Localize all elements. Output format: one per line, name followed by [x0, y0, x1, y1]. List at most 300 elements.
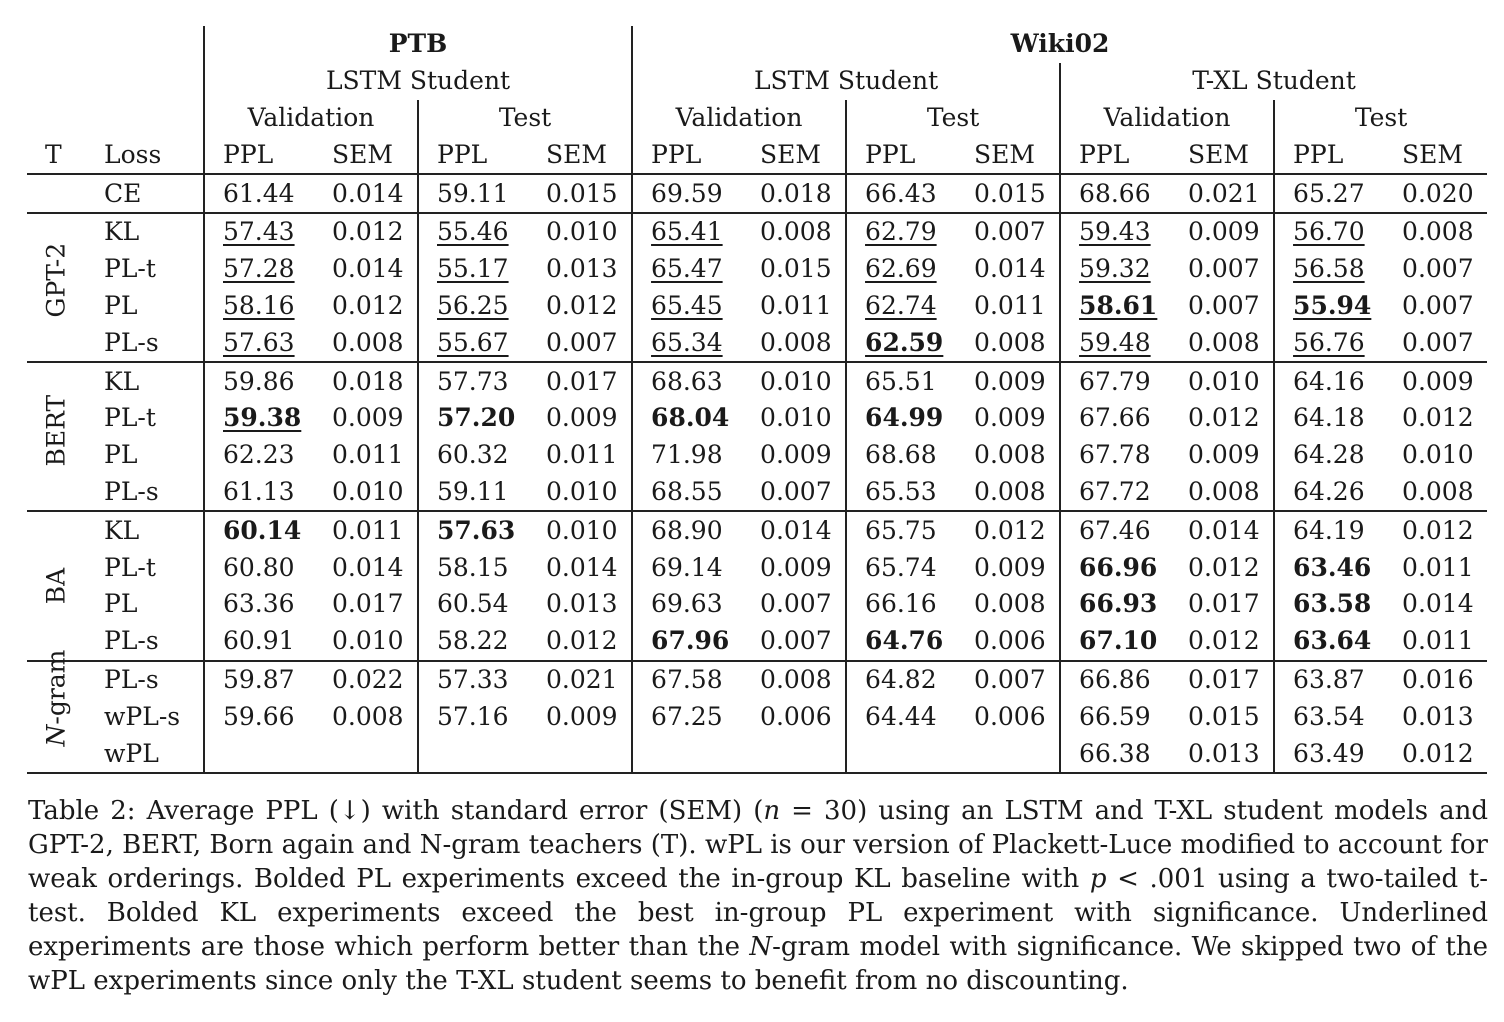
header-wiki-lstm-student: LSTM Student — [632, 63, 1060, 100]
teacher-group-label — [39, 649, 75, 747]
ppl-cell — [418, 549, 528, 586]
sem-cell — [956, 324, 1060, 362]
ppl-cell — [418, 362, 528, 400]
cell-value: 55.46 — [437, 217, 509, 247]
caption-text-2: = 30) using an LSTM and T-XL student models and GPT-2, BERT, Born again and N-gram teachers (T). wPL is our version of Plackett-Luce modified to account for weak orderings. Bolded PL experiments exceed the in-group KL baseline with — [28, 796, 1489, 894]
cell-value: 0.008 — [1402, 476, 1474, 506]
cell-value: 63.58 — [1293, 589, 1372, 619]
sem-cell — [1384, 549, 1487, 586]
ppl-cell — [204, 474, 314, 512]
sem-cell — [1384, 623, 1487, 661]
sem-cell — [1170, 586, 1274, 623]
sem-cell — [956, 174, 1060, 213]
table-row — [27, 362, 1487, 400]
sem-cell — [1170, 213, 1274, 251]
caption-text-3: < .001 using a two-tailed t-test. Bolded KL experiments exceed the best in-group PL experiment with significance. Underlined experiments are those which perform better than the — [28, 864, 1489, 962]
cell-value: 64.28 — [1293, 440, 1365, 470]
ppl-cell — [1060, 362, 1170, 400]
cell-value: 0.006 — [760, 701, 832, 731]
cell-value: 66.96 — [1079, 552, 1158, 582]
loss-cell: PL — [104, 589, 138, 619]
ppl-cell — [846, 174, 956, 213]
cell-value: 0.006 — [974, 701, 1046, 731]
ppl-cell — [204, 549, 314, 586]
caption-n-variable: n — [763, 796, 781, 826]
table-body — [27, 174, 1487, 773]
ppl-cell — [632, 511, 742, 549]
ppl-cell — [204, 324, 314, 362]
cell-value: 58.61 — [1079, 290, 1158, 320]
cell-value: 0.007 — [760, 589, 832, 619]
ppl-cell — [846, 549, 956, 586]
sem-cell — [314, 437, 418, 474]
sem-cell — [314, 661, 418, 699]
sem-cell — [1384, 698, 1487, 735]
cell-value: 55.67 — [437, 327, 509, 357]
sem-cell — [528, 362, 632, 400]
sem-cell — [956, 549, 1060, 586]
cell-value: 0.009 — [1402, 366, 1474, 396]
cell-value: 68.55 — [651, 476, 723, 506]
cell-value: 64.16 — [1293, 366, 1365, 396]
cell-value: 0.018 — [332, 366, 404, 396]
ppl-cell — [1274, 623, 1384, 661]
cell-value: 65.53 — [865, 476, 937, 506]
cell-value: 67.46 — [1079, 515, 1151, 545]
header-validation: Validation — [1060, 100, 1274, 137]
cell-value: 59.38 — [223, 403, 302, 433]
cell-value: 0.010 — [546, 515, 618, 545]
sem-cell — [742, 324, 846, 362]
cell-value: 66.93 — [1079, 589, 1158, 619]
sem-cell — [742, 549, 846, 586]
sem-cell — [1170, 362, 1274, 400]
table-caption — [28, 794, 1488, 998]
ppl-cell — [632, 474, 742, 512]
cell-value: 69.59 — [651, 178, 723, 208]
loss-cell: PL-s — [104, 476, 159, 506]
table-row — [27, 511, 1487, 549]
cell-value: 0.021 — [546, 664, 618, 694]
sem-cell — [742, 661, 846, 699]
sem-cell — [314, 324, 418, 362]
table-row — [27, 698, 1487, 735]
cell-value: 0.014 — [332, 552, 404, 582]
ppl-cell — [204, 661, 314, 699]
caption-p-variable: p — [1089, 864, 1107, 894]
sem-cell — [1384, 400, 1487, 437]
cell-value: 59.43 — [1079, 217, 1151, 247]
header-ppl: PPL — [1060, 136, 1170, 174]
ppl-cell — [418, 586, 528, 623]
cell-value: 0.009 — [546, 701, 618, 731]
teacher-group-label: BERT — [41, 394, 71, 467]
ppl-cell — [1274, 174, 1384, 213]
sem-cell — [1170, 174, 1274, 213]
cell-value: 0.012 — [1402, 403, 1474, 433]
cell-value: 0.007 — [1188, 290, 1260, 320]
ppl-cell — [1274, 324, 1384, 362]
sem-cell — [1384, 251, 1487, 288]
sem-cell — [1384, 586, 1487, 623]
cell-value: 0.011 — [760, 290, 832, 320]
sem-cell — [1170, 400, 1274, 437]
sem-cell — [956, 474, 1060, 512]
cell-value: 0.017 — [1188, 664, 1260, 694]
ppl-cell — [846, 586, 956, 623]
cell-value: 0.007 — [1402, 327, 1474, 357]
cell-value: 69.14 — [651, 552, 723, 582]
cell-value: 66.16 — [865, 589, 937, 619]
cell-value: 0.017 — [546, 366, 618, 396]
cell-value: 56.76 — [1293, 327, 1365, 357]
ppl-cell — [1060, 586, 1170, 623]
ppl-cell — [632, 213, 742, 251]
ppl-cell — [1274, 213, 1384, 251]
teacher-group-label: GPT-2 — [41, 242, 71, 318]
ppl-cell — [632, 549, 742, 586]
cell-value: 57.33 — [437, 664, 509, 694]
cell-value: 60.54 — [437, 589, 509, 619]
sem-cell — [528, 324, 632, 362]
cell-value: 59.66 — [223, 701, 295, 731]
ppl-cell — [204, 288, 314, 325]
ppl-cell — [418, 251, 528, 288]
table-row — [27, 623, 1487, 661]
ppl-cell — [1274, 400, 1384, 437]
loss-cell: PL-t — [104, 254, 156, 284]
ppl-cell — [846, 511, 956, 549]
table-row — [27, 324, 1487, 362]
cell-value: 0.010 — [546, 217, 618, 247]
ppl-cell — [632, 623, 742, 661]
ppl-cell — [846, 623, 956, 661]
table-header — [27, 26, 1487, 174]
cell-value: 68.04 — [651, 403, 730, 433]
sem-cell — [528, 213, 632, 251]
sem-cell — [1384, 511, 1487, 549]
ppl-cell — [418, 437, 528, 474]
caption-n-gram-variable: N — [749, 932, 773, 962]
cell-value: 0.007 — [1188, 254, 1260, 284]
sem-cell — [1170, 511, 1274, 549]
ppl-cell — [846, 698, 956, 735]
cell-value: 65.74 — [865, 552, 937, 582]
cell-value: 67.66 — [1079, 403, 1151, 433]
cell-value: 56.70 — [1293, 217, 1365, 247]
cell-value: 59.32 — [1079, 254, 1151, 284]
teacher-group-ba — [27, 511, 86, 660]
header-ppl: PPL — [846, 136, 956, 174]
cell-value: 0.008 — [1188, 327, 1260, 357]
sem-cell — [1384, 437, 1487, 474]
cell-value: 0.011 — [546, 440, 618, 470]
teacher-group-label-italic: N — [41, 724, 71, 747]
ppl-cell — [204, 400, 314, 437]
cell-value: 0.014 — [1188, 515, 1260, 545]
header-sem: SEM — [1402, 139, 1464, 169]
sem-cell — [314, 623, 418, 661]
table-row — [27, 661, 1487, 699]
cell-value: 67.78 — [1079, 440, 1151, 470]
cell-value: 57.16 — [437, 701, 509, 731]
table-row — [27, 251, 1487, 288]
ppl-cell — [1274, 698, 1384, 735]
cell-value: 0.012 — [546, 626, 618, 656]
cell-value: 65.41 — [651, 217, 723, 247]
header-test: Test — [1274, 100, 1487, 137]
ppl-cell — [1060, 511, 1170, 549]
cell-value: 66.59 — [1079, 701, 1151, 731]
sem-cell — [1384, 474, 1487, 512]
loss-cell: CE — [104, 178, 142, 208]
sem-cell — [742, 735, 846, 773]
cell-value: 71.98 — [651, 440, 723, 470]
cell-value: 0.015 — [974, 178, 1046, 208]
cell-value: 0.007 — [760, 626, 832, 656]
header-ptb: PTB — [204, 26, 632, 63]
cell-value: 0.012 — [1188, 626, 1260, 656]
sem-cell — [742, 213, 846, 251]
cell-value: 67.96 — [651, 626, 730, 656]
cell-value: 56.58 — [1293, 254, 1365, 284]
sem-cell — [1170, 698, 1274, 735]
cell-value: 0.009 — [1188, 217, 1260, 247]
sem-cell — [314, 586, 418, 623]
teacher-group-label-rest: -gram — [41, 649, 71, 725]
table-row — [27, 174, 1487, 213]
loss-cell: wPL-s — [104, 701, 181, 731]
sem-cell — [742, 698, 846, 735]
sem-cell — [528, 174, 632, 213]
sem-cell — [956, 511, 1060, 549]
sem-cell — [956, 213, 1060, 251]
cell-value: 57.43 — [223, 217, 295, 247]
ppl-cell — [846, 437, 956, 474]
ppl-cell — [1060, 174, 1170, 213]
sem-cell — [528, 474, 632, 512]
cell-value: 0.009 — [1188, 440, 1260, 470]
sem-cell — [956, 623, 1060, 661]
cell-value: 0.015 — [546, 178, 618, 208]
cell-value: 0.011 — [974, 290, 1046, 320]
ppl-cell — [418, 511, 528, 549]
table-row — [27, 437, 1487, 474]
cell-value: 64.76 — [865, 626, 944, 656]
cell-value: 63.64 — [1293, 626, 1372, 656]
cell-value: 0.007 — [760, 476, 832, 506]
ppl-cell — [204, 174, 314, 213]
sem-cell — [1384, 661, 1487, 699]
cell-value: 65.34 — [651, 327, 723, 357]
header-ppl: PPL — [418, 136, 528, 174]
sem-cell — [1170, 474, 1274, 512]
cell-value: 0.012 — [1188, 552, 1260, 582]
cell-value: 68.63 — [651, 366, 723, 396]
header-ppl: PPL — [632, 136, 742, 174]
cell-value: 0.009 — [974, 552, 1046, 582]
sem-cell — [742, 251, 846, 288]
ppl-cell — [418, 474, 528, 512]
cell-value: 57.73 — [437, 366, 509, 396]
ppl-cell — [204, 511, 314, 549]
cell-value: 0.006 — [974, 626, 1046, 656]
cell-value: 66.38 — [1079, 738, 1151, 768]
sem-cell — [314, 511, 418, 549]
ppl-cell — [1060, 288, 1170, 325]
ppl-cell — [1060, 623, 1170, 661]
cell-value: 0.008 — [974, 589, 1046, 619]
cell-value: 68.66 — [1079, 178, 1151, 208]
ppl-cell — [1060, 549, 1170, 586]
sem-cell — [1170, 288, 1274, 325]
cell-value: 0.012 — [546, 290, 618, 320]
cell-value: 0.013 — [546, 589, 618, 619]
sem-cell — [1384, 362, 1487, 400]
sem-cell — [742, 586, 846, 623]
cell-value: 0.017 — [1188, 589, 1260, 619]
cell-value: 0.010 — [332, 626, 404, 656]
cell-value: 0.008 — [974, 440, 1046, 470]
cell-value: 69.63 — [651, 589, 723, 619]
sem-cell — [1384, 213, 1487, 251]
ppl-cell — [1274, 549, 1384, 586]
ppl-cell — [1274, 474, 1384, 512]
sem-cell — [314, 174, 418, 213]
sem-cell — [1170, 549, 1274, 586]
sem-cell — [1170, 437, 1274, 474]
ppl-cell — [632, 362, 742, 400]
ppl-cell — [846, 251, 956, 288]
ppl-cell — [418, 324, 528, 362]
sem-cell — [528, 400, 632, 437]
sem-cell — [1170, 735, 1274, 773]
header-sem: SEM — [974, 139, 1036, 169]
cell-value: 63.46 — [1293, 552, 1372, 582]
cell-value: 0.015 — [1188, 701, 1260, 731]
header-sem: SEM — [760, 139, 822, 169]
cell-value: 0.007 — [1402, 254, 1474, 284]
cell-value: 0.011 — [332, 440, 404, 470]
cell-value: 0.008 — [760, 327, 832, 357]
ppl-cell — [846, 324, 956, 362]
sem-cell — [528, 661, 632, 699]
ppl-cell — [1274, 362, 1384, 400]
cell-value: 55.17 — [437, 254, 509, 284]
ppl-cell — [204, 623, 314, 661]
cell-value: 0.012 — [974, 515, 1046, 545]
loss-cell: PL — [104, 440, 138, 470]
cell-value: 58.22 — [437, 626, 509, 656]
cell-value: 60.32 — [437, 440, 509, 470]
sem-cell — [314, 474, 418, 512]
teacher-group-gpt2 — [27, 213, 86, 362]
table-row — [27, 288, 1487, 325]
cell-value: 64.44 — [865, 701, 937, 731]
cell-value: 68.68 — [865, 440, 937, 470]
cell-value: 66.43 — [865, 178, 937, 208]
sem-cell — [1170, 661, 1274, 699]
cell-value: 0.017 — [332, 589, 404, 619]
loss-cell: PL-s — [104, 327, 159, 357]
cell-value: 0.010 — [760, 366, 832, 396]
cell-value: 0.009 — [546, 403, 618, 433]
cell-value: 0.009 — [760, 552, 832, 582]
sem-cell — [956, 698, 1060, 735]
table-row — [27, 549, 1487, 586]
header-sem: SEM — [332, 139, 393, 169]
cell-value: 0.010 — [760, 403, 832, 433]
cell-value: 64.19 — [1293, 515, 1365, 545]
cell-value: 66.86 — [1079, 664, 1151, 694]
cell-value: 0.008 — [760, 217, 832, 247]
ppl-cell — [204, 362, 314, 400]
ppl-cell — [204, 735, 314, 773]
cell-value: 58.15 — [437, 552, 509, 582]
ppl-cell — [418, 735, 528, 773]
sem-cell — [742, 362, 846, 400]
sem-cell — [742, 174, 846, 213]
ppl-cell — [632, 324, 742, 362]
cell-value: 62.69 — [865, 254, 937, 284]
ppl-cell — [418, 174, 528, 213]
cell-value: 63.36 — [223, 589, 295, 619]
ppl-cell — [632, 288, 742, 325]
cell-value: 0.009 — [332, 403, 404, 433]
ppl-cell — [846, 362, 956, 400]
cell-value: 64.82 — [865, 664, 937, 694]
cell-value: 62.59 — [865, 327, 944, 357]
cell-value: 65.75 — [865, 515, 937, 545]
sem-cell — [1384, 288, 1487, 325]
sem-cell — [742, 623, 846, 661]
results-table — [27, 26, 1487, 774]
cell-value: 0.011 — [332, 515, 404, 545]
cell-value: 0.011 — [1402, 552, 1474, 582]
sem-cell — [956, 362, 1060, 400]
sem-cell — [956, 288, 1060, 325]
ppl-cell — [1060, 213, 1170, 251]
header-sem: SEM — [1188, 139, 1250, 169]
cell-value: 64.18 — [1293, 403, 1365, 433]
sem-cell — [956, 437, 1060, 474]
cell-value: 0.013 — [1402, 701, 1474, 731]
cell-value: 0.018 — [760, 178, 832, 208]
cell-value: 0.008 — [332, 327, 404, 357]
cell-value: 62.23 — [223, 440, 295, 470]
ppl-cell — [1274, 735, 1384, 773]
cell-value: 0.007 — [974, 664, 1046, 694]
ppl-cell — [1274, 586, 1384, 623]
cell-value: 0.012 — [1402, 515, 1474, 545]
header-ppl: PPL — [1274, 136, 1384, 174]
cell-value: 57.63 — [437, 515, 516, 545]
ppl-cell — [632, 251, 742, 288]
ppl-cell — [632, 661, 742, 699]
caption-text-4: -gram model with significance. We skipped two of the wPL experiments since only the T-XL student seems to benefit from no discounting. — [28, 932, 1488, 996]
sem-cell — [1170, 251, 1274, 288]
cell-value: 0.010 — [1402, 440, 1474, 470]
sem-cell — [528, 511, 632, 549]
sem-cell — [528, 698, 632, 735]
cell-value: 0.013 — [546, 254, 618, 284]
ppl-cell — [632, 400, 742, 437]
ppl-cell — [1274, 251, 1384, 288]
loss-cell: PL-t — [104, 552, 156, 582]
ppl-cell — [1060, 735, 1170, 773]
table-row — [27, 735, 1487, 773]
ppl-cell — [846, 213, 956, 251]
